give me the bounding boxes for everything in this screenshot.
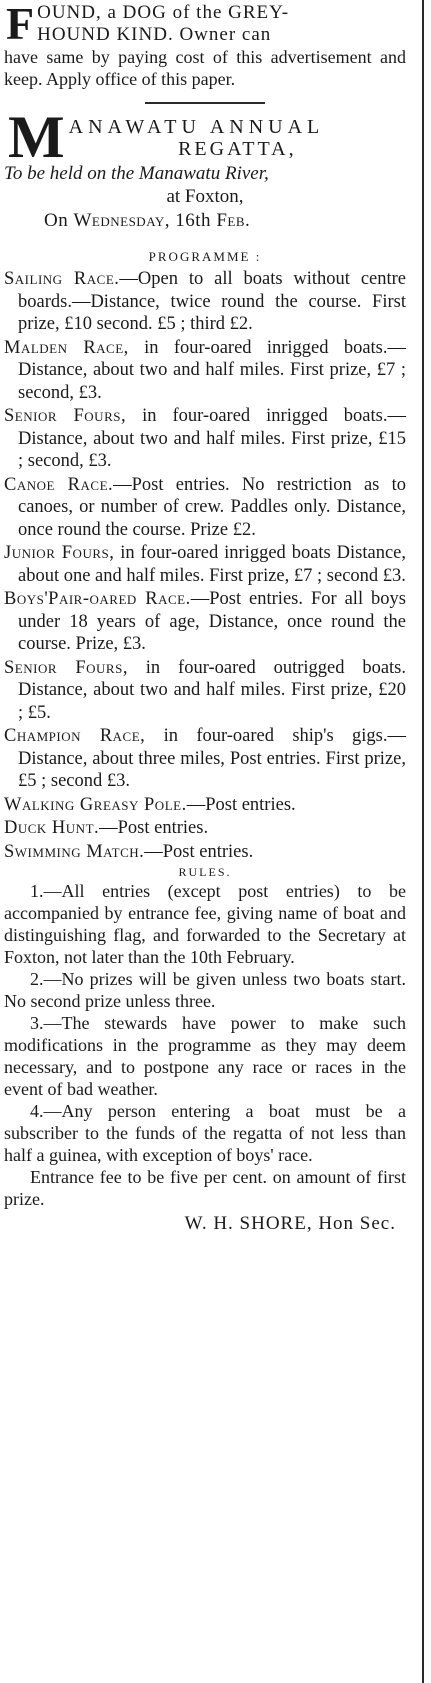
race-text: in four-oared ship's gigs.—Distance, about three miles, Post entries. First prize, £5 ; second £3.: [18, 726, 406, 791]
dog-second-line: HOUND KIND. Owner can: [37, 24, 272, 45]
race-text: in four-oared outrigged boats. Distance, about two and half miles. First prize, £20 ; £5.: [18, 657, 406, 723]
rule-item: 4.—Any person entering a boat must be a subscriber to the funds of the regatta of not less than half a guinea, with exception of boys' race.: [4, 1101, 406, 1165]
dog-body: have same by paying cost of this advertisement and keep. Apply office of this paper.: [4, 47, 406, 89]
dog-dropcap: F: [6, 0, 35, 49]
dog-first-line: OUND, a DOG of the GREY-: [37, 2, 290, 23]
race-item: [4, 268, 406, 336]
regatta-title-line2: REGATTA,: [178, 138, 297, 160]
race-name: Walking Greasy Pole.: [4, 794, 187, 815]
separator-rule: [145, 102, 265, 104]
rules-heading: RULES.: [178, 865, 232, 879]
race-name: Boys'Pair-oared Race.: [4, 589, 191, 609]
regatta-dropcap: M: [8, 104, 65, 170]
race-item: [4, 841, 406, 864]
signature: W. H. SHORE, Hon Sec.: [184, 1213, 396, 1234]
regatta-date: [4, 208, 406, 234]
race-item: [4, 588, 406, 656]
race-name: Junior Fours,: [4, 543, 115, 563]
race-item: [4, 657, 406, 725]
race-list: [4, 268, 406, 863]
race-text: —Post entries.: [99, 818, 209, 838]
date-day: Wednesday: [73, 210, 165, 231]
race-item: [4, 725, 406, 793]
programme-heading: PROGRAMME :: [148, 249, 262, 264]
race-name: Swimming Match.: [4, 841, 145, 862]
race-item: [4, 817, 406, 840]
race-item: [4, 405, 406, 473]
race-item: [4, 794, 406, 817]
date-rest: , 16th: [164, 210, 212, 231]
date-on: On: [44, 210, 69, 231]
found-dog-notice: [4, 2, 406, 90]
race-name: Senior Fours,: [4, 406, 127, 426]
rule-item: 2.—No prizes will be given unless two boats start. No second prize unless three.: [4, 969, 406, 1011]
race-name: Canoe Race.: [4, 474, 114, 495]
date-month: Feb.: [216, 210, 251, 231]
race-name: Sailing Race.: [4, 269, 120, 289]
regatta-held-line2: at Foxton,: [166, 186, 244, 207]
race-name: Duck Hunt.: [4, 818, 100, 838]
race-text: —Post entries.: [144, 841, 254, 862]
race-name: Malden Race,: [4, 337, 129, 358]
race-text: —Post entries. For all boys under 18 years of age, Distance, once round the course. Prize, £3.: [18, 589, 406, 654]
race-item: [4, 474, 406, 542]
race-text: —Open to all boats without centre boards.—Distance, twice round the course. First prize, £10 second. £5 ; third £2.: [18, 269, 406, 334]
regatta-held-line1: To be held on the Manawatu River,: [4, 163, 269, 184]
race-item: [4, 337, 406, 405]
regatta-title-line1: ANAWATU ANNUAL: [68, 116, 325, 138]
race-item: [4, 542, 406, 587]
race-text: in four-oared inrigged boats.—Distance, about two and half miles. First prize, £15 ; second, £3.: [18, 406, 406, 471]
race-text: in four-oared inrigged boats.—Distance, about two and half miles. First prize, £7 ; second, £3.: [18, 337, 406, 403]
column-rule: [422, 0, 424, 1683]
rules-list: [4, 880, 406, 1166]
entrance-fee-note: Entrance fee to be five per cent. on amount of first prize.: [4, 1167, 406, 1209]
race-name: Champion Race,: [4, 726, 146, 746]
race-text: in four-oared inrigged boats Distance, about one and half miles. First prize, £7 ; second £3.: [18, 543, 406, 586]
rule-item: 3.—The stewards have power to make such modifications in the programme as they may deem necessary, and to postpone any race or races in the event of bad weather.: [4, 1013, 406, 1099]
race-text: —Post entries.: [186, 794, 296, 815]
regatta-heading: [4, 104, 406, 234]
rule-item: 1.—All entries (except post entries) to be accompanied by entrance fee, giving name of boat and distinguishing flag, and forwarded to the Secretary at Foxton, not later than the 10th February.: [4, 881, 406, 967]
race-text: —Post entries. No restriction as to canoes, or number of crew. Paddles only. Distance, once round the course. Prize £2.: [18, 474, 406, 540]
race-name: Senior Fours,: [4, 657, 128, 678]
